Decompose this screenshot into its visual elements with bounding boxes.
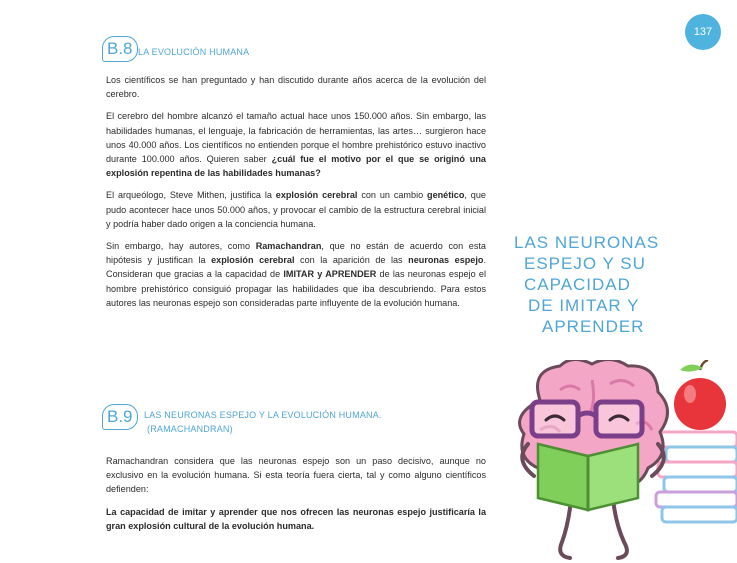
bold-text: neuronas espejo xyxy=(408,255,484,266)
text-run: de las neuronas espejo el hombre prehistórico consiguió propagar las habilidades que iba descubriendo. Para estos autores las neuronas espejo son consideradas parte influyente de la evolución humana. xyxy=(106,269,486,308)
section-badge-b9 xyxy=(102,402,138,432)
text-run: Los científicos se han preguntado y han discutido durante años acerca de la evolución del cerebro. xyxy=(106,75,486,100)
text-run: Ramachandran considera que las neuronas espejo son un paso decisivo, aunque no exclusivo en la evolución humana. Si esta teoría fuera cierta, tal y como alguno científicos defienden: xyxy=(106,456,486,495)
text-run: El arqueólogo, Steve Mithen, justifica la xyxy=(106,190,276,201)
section-b9-body xyxy=(106,454,486,541)
section-code-b8: B.8 xyxy=(102,36,138,62)
page-number-badge xyxy=(685,14,721,50)
text-run: con un cambio xyxy=(357,190,428,201)
section-title-b9-line1: LAS NEURONAS ESPEJO Y LA EVOLUCIÓN HUMANA. xyxy=(144,410,382,420)
side-title-line-2: ESPEJO Y SU xyxy=(524,254,646,273)
bold-text: explosión cerebral xyxy=(275,190,358,201)
text-run: , que pudo acontecer hace unos 50.000 años, y provocar el cambio de la estructura cerebral inicial y podría haber dado origen a la conciencia humana. xyxy=(106,190,486,229)
brain-reading-illustration xyxy=(500,360,737,563)
section-code-b9: B.9 xyxy=(102,404,138,430)
paragraph xyxy=(106,454,486,497)
side-title-line-3: CAPACIDAD xyxy=(524,275,631,294)
apple-icon xyxy=(674,360,726,430)
paragraph xyxy=(106,239,486,310)
text-run: Sin embargo, hay autores, como xyxy=(106,241,256,252)
bold-text: ¿cuál fue el motivo por el que se originó una explosión repentina de las habilidades humanas? xyxy=(106,154,486,179)
text-run: . Consideran que gracias a la capacidad de xyxy=(106,255,486,280)
section-badge-b8 xyxy=(102,34,138,64)
text-run: con la aparición de las xyxy=(294,255,409,266)
side-title-line-5: APRENDER xyxy=(542,317,645,336)
side-title-line-1: LAS NEURONAS xyxy=(514,233,660,252)
section-title-b9-line2: (RAMACHANDRAN) xyxy=(147,424,233,434)
side-title xyxy=(514,232,659,337)
text-run: El cerebro del hombre alcanzó el tamaño actual hace unos 150.000 años. Sin embargo, las habilidades humanas, el lenguaje, la fabricación de herramientas, las artes… surgieron hace unos 40.000 años. Los científicos no entienden porque el hombre prehistórico estuvo inactivo durante 100.000 años. Quieren saber xyxy=(106,111,486,165)
bold-text: genético xyxy=(427,190,465,201)
section-title-b9 xyxy=(144,408,382,436)
section-title-b8: LA EVOLUCIÓN HUMANA xyxy=(138,47,250,57)
paragraph xyxy=(106,73,486,101)
paragraph xyxy=(106,109,486,180)
text-run: , que no están de acuerdo con esta hipótesis y justifican la xyxy=(106,241,486,266)
page-number: 137 xyxy=(693,26,713,38)
book-stack-icon xyxy=(656,432,737,522)
bold-text: Ramachandran xyxy=(255,241,322,252)
side-title-line-4: DE IMITAR Y xyxy=(528,296,640,315)
paragraph xyxy=(106,188,486,231)
paragraph xyxy=(106,505,486,533)
section-b8-body xyxy=(106,73,486,318)
bold-text: La capacidad de imitar y aprender que nos ofrecen las neuronas espejo justificaría la gran explosión cultural de la evolución humana. xyxy=(106,506,486,531)
bold-text: explosión cerebral xyxy=(211,255,295,266)
bold-text: IMITAR y APRENDER xyxy=(283,269,377,280)
